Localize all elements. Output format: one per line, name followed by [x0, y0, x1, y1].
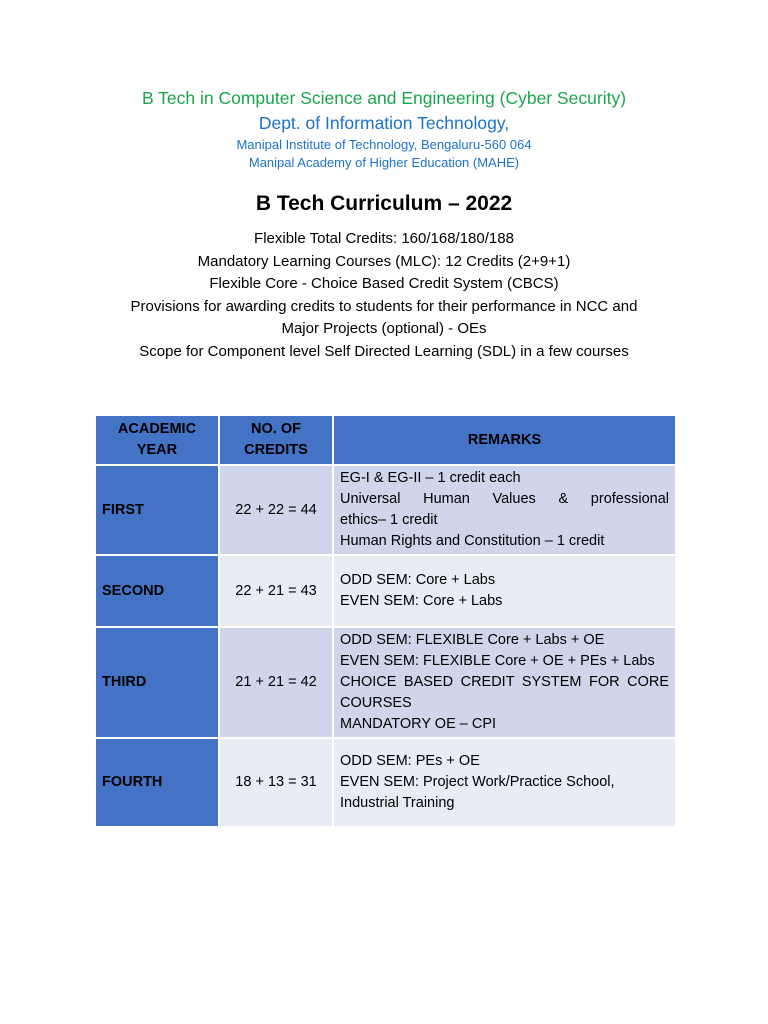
curriculum-features — [70, 228, 698, 363]
feature-line: Flexible Total Credits: 160/168/180/188 — [254, 230, 514, 247]
feature-line: Mandatory Learning Courses (MLC): 12 Credits (2+9+1) — [197, 252, 571, 270]
credits-cell: 22 + 21 = 43 — [219, 555, 333, 627]
remarks-cell — [333, 555, 676, 627]
table-row — [95, 465, 676, 555]
year-cell: THIRD — [95, 627, 219, 738]
header-remarks: REMARKS — [333, 415, 676, 465]
remark-line: ODD SEM: FLEXIBLE Core + Labs + OE — [340, 632, 605, 648]
table-row — [95, 555, 676, 627]
page-title: B Tech Curriculum – 2022 — [255, 192, 513, 215]
remarks-cell — [333, 627, 676, 738]
remark-line: MANDATORY OE – CPI — [340, 716, 497, 732]
table-row — [95, 627, 676, 738]
credits-cell: 22 + 22 = 44 — [219, 465, 333, 555]
remark-line: Universal Human Values & professional — [340, 491, 669, 507]
year-cell: FIRST — [95, 465, 219, 555]
header-no-of-credits: NO. OF CREDITS — [219, 415, 333, 465]
remarks-cell — [333, 738, 676, 827]
feature-line: Flexible Core - Choice Based Credit System (CBCS) — [209, 275, 559, 292]
academy-name: Manipal Academy of Higher Education (MAHE) — [248, 155, 520, 170]
feature-line: Scope for Component level Self Directed Learning (SDL) in a few courses — [139, 342, 629, 360]
table-header-row — [95, 415, 676, 465]
feature-line: Major Projects (optional) - OEs — [281, 320, 487, 337]
remark-line: ODD SEM: Core + Labs — [340, 572, 496, 588]
remark-line: EVEN SEM: Project Work/Practice School, — [340, 774, 615, 790]
remark-line: EG-I & EG-II – 1 credit each — [340, 470, 521, 486]
remark-line: Human Rights and Constitution – 1 credit — [340, 533, 605, 549]
remark-line: Industrial Training — [340, 795, 455, 811]
remark-line: ODD SEM: PEs + OE — [340, 753, 480, 769]
institute-name: Manipal Institute of Technology, Bengaluru-560 064 — [236, 137, 532, 152]
credits-cell: 21 + 21 = 42 — [219, 627, 333, 738]
remark-line: ethics– 1 credit — [340, 512, 438, 528]
year-cell: FOURTH — [95, 738, 219, 827]
document-header — [0, 86, 768, 172]
feature-line: Provisions for awarding credits to students for their performance in NCC and — [130, 297, 638, 315]
remark-line: COURSES — [340, 695, 412, 711]
credits-table — [94, 414, 677, 828]
header-academic-year: ACADEMIC YEAR — [95, 415, 219, 465]
program-name: B Tech in Computer Science and Engineering (Cyber Security) — [141, 88, 627, 108]
table-row — [95, 738, 676, 827]
credits-cell: 18 + 13 = 31 — [219, 738, 333, 827]
remark-line: EVEN SEM: Core + Labs — [340, 593, 503, 609]
department-name: Dept. of Information Technology, — [258, 113, 510, 133]
year-cell: SECOND — [95, 555, 219, 627]
remark-line: EVEN SEM: FLEXIBLE Core + OE + PEs + Labs — [340, 653, 655, 669]
remarks-cell — [333, 465, 676, 555]
remark-line: CHOICE BASED CREDIT SYSTEM FOR CORE — [340, 674, 669, 690]
